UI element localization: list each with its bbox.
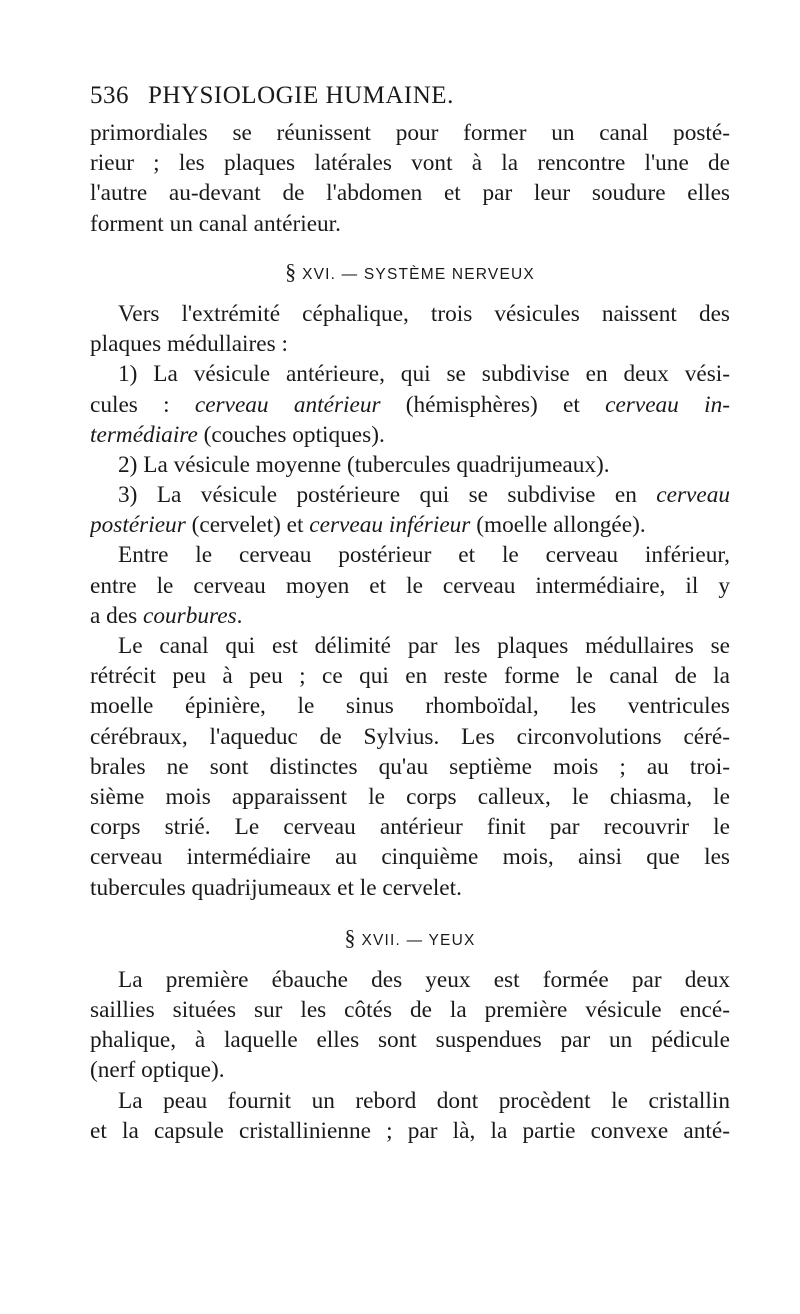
text-line: Vers l'extrémité céphalique, trois vésicules naissent des bbox=[118, 300, 730, 327]
text-run: a des bbox=[90, 602, 144, 629]
section-heading-nervous-system bbox=[90, 257, 730, 287]
text-run: (moelle allongée). bbox=[470, 512, 646, 539]
text-line: et la capsule cristallinienne ; par là, la partie convexe anté- bbox=[90, 1117, 730, 1144]
text-line: La peau fournit un rebord dont procèdent le cristallin bbox=[118, 1087, 730, 1114]
text-line: La première ébauche des yeux est formée par deux bbox=[118, 966, 730, 993]
italic-term: cerveau bbox=[656, 482, 730, 509]
text-line bbox=[90, 601, 730, 631]
text-line: phalique, à laquelle elles sont suspendues par un pédicule bbox=[90, 1027, 730, 1054]
italic-term: cerveau inférieur bbox=[309, 512, 471, 539]
text-line: moelle épinière, le sinus rhomboïdal, les ventricules bbox=[90, 693, 730, 720]
page-number: 536 bbox=[90, 82, 129, 109]
page-body bbox=[90, 118, 730, 1146]
text-line: cérébraux, l'aqueduc de Sylvius. Les circonvolutions céré- bbox=[90, 723, 730, 750]
text-line: (nerf optique). bbox=[90, 1057, 225, 1084]
text-line: forment un canal antérieur. bbox=[90, 210, 341, 237]
section-heading-eyes bbox=[90, 923, 730, 953]
text-line: tubercules quadrijumeaux et le cervelet. bbox=[90, 874, 462, 901]
text-run: cules : bbox=[90, 391, 195, 418]
text-line: saillies situées sur les côtés de la première vésicule encé- bbox=[90, 997, 730, 1024]
section-title: XVII. — YEUX bbox=[361, 931, 476, 949]
text-line: l'autre au-devant de l'abdomen et par leur soudure elles bbox=[90, 180, 730, 207]
list-item-1-line: 1) La vésicule antérieure, qui se subdivise en deux vési- bbox=[118, 361, 730, 388]
text-line: sième mois apparaissent le corps calleux, le chiasma, le bbox=[90, 783, 730, 810]
text-line: rieur ; les plaques latérales vont à la rencontre l'une de bbox=[90, 150, 730, 177]
text-line: brales ne sont distinctes qu'au septième mois ; au troi- bbox=[90, 753, 730, 780]
italic-term: termédiaire bbox=[90, 421, 198, 448]
text-line: rétrécit peu à peu ; ce qui en reste forme le canal de la bbox=[90, 663, 730, 690]
list-item-3-line bbox=[90, 510, 730, 540]
text-run: . bbox=[236, 602, 243, 629]
running-title: PHYSIOLOGIE HUMAINE. bbox=[148, 82, 454, 109]
section-sign: § bbox=[285, 258, 297, 284]
section-sign: § bbox=[344, 924, 356, 950]
text-run: (hémisphères) et bbox=[380, 391, 606, 418]
text-run: (couches optiques). bbox=[197, 421, 385, 448]
italic-term: cerveau antérieur bbox=[194, 391, 381, 418]
running-head bbox=[90, 78, 730, 114]
text-line: primordiales se réunissent pour former un canal posté- bbox=[90, 120, 730, 146]
text-line: Le canal qui est délimité par les plaques médullaires se bbox=[118, 633, 730, 659]
list-item-3-line bbox=[90, 480, 730, 510]
list-item-1-line bbox=[90, 420, 730, 450]
italic-term: cerveau in- bbox=[605, 391, 730, 418]
list-item-1-line bbox=[90, 390, 730, 420]
italic-term: courbures bbox=[143, 602, 237, 629]
text-line: plaques médullaires : bbox=[90, 331, 288, 358]
text-run: (cervelet) et bbox=[185, 512, 310, 539]
text-line: entre le cerveau moyen et le cerveau intermédiaire, il y bbox=[90, 572, 730, 599]
list-item-2: 2) La vésicule moyenne (tubercules quadrijumeaux). bbox=[118, 451, 610, 478]
section-title: XVI. — SYSTÈME NERVEUX bbox=[302, 265, 535, 283]
text-line: corps strié. Le cerveau antérieur finit par recouvrir le bbox=[90, 814, 730, 841]
text-line: Entre le cerveau postérieur et le cerveau inférieur, bbox=[118, 542, 730, 569]
italic-term: postérieur bbox=[90, 512, 186, 539]
text-line: cerveau intermédiaire au cinquième mois, ainsi que les bbox=[90, 844, 730, 871]
text-run: 3) La vésicule postérieure qui se subdivise en bbox=[118, 482, 657, 509]
